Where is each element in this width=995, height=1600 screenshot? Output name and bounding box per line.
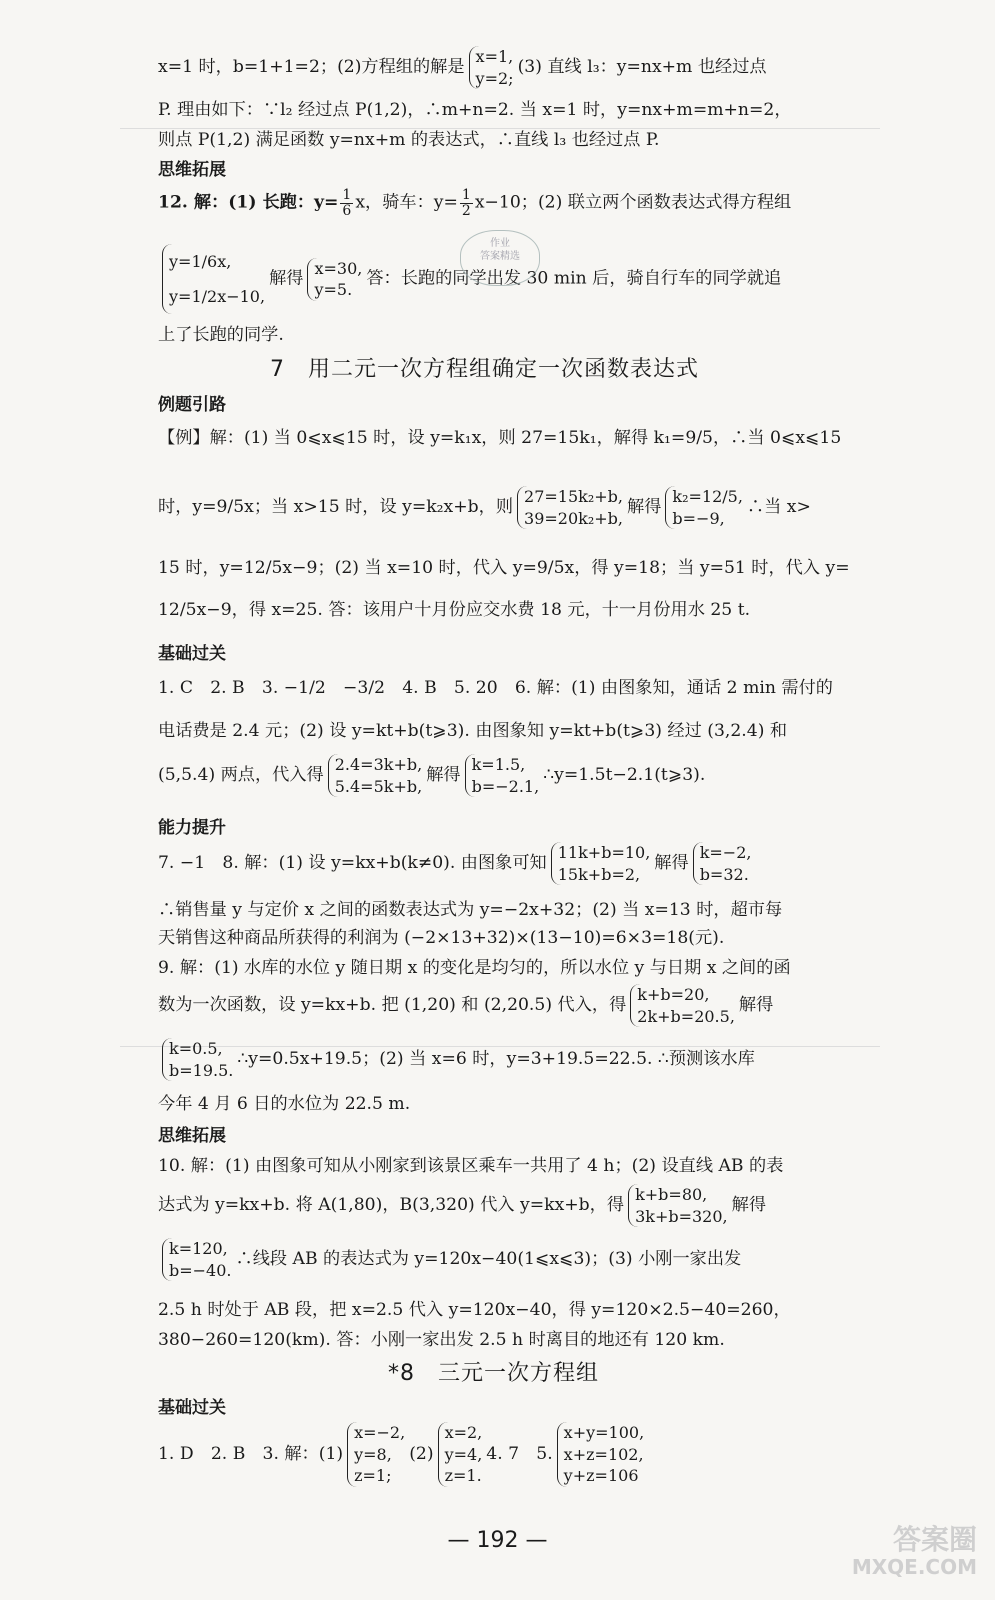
text-line: 1. D 2. B 3. 解：(1) x=−2, y=8, z=1; (2) x=2, y=4, z=1. 4. 7 5. x+y=100, x+z=102, y+z=106 <box>158 1423 645 1486</box>
text-line: 天销售这种商品所获得的利润为 (−2×13+32)×(13−10)=6×3=18(元). <box>158 928 725 948</box>
text-line: (5,5.4) 两点，代入得 2.4=3k+b, 5.4=5k+b, 解得 k=1.5, b=−2.1, ∴y=1.5t−2.1(t⩾3). <box>158 755 706 796</box>
text-line: 7. −1 8. 解：(1) 设 y=kx+b(k≠0). 由图象可知 11k+b=10, 15k+b=2, 解得 k=−2, b=32. <box>158 843 752 884</box>
text-line: 2.5 h 时处于 AB 段，把 x=2.5 代入 y=120x−40，得 y=120×2.5−40=260， <box>158 1300 791 1320</box>
text-line: 上了长跑的同学. <box>158 325 284 345</box>
text-line: 时，y=9/5x；当 x>15 时，设 y=k₂x+b，则 27=15k₂+b, 39=20k₂+b, 解得 k₂=12/5, b=−9, ∴当 x> <box>158 487 811 528</box>
text-line: 1. C 2. B 3. −1/2 −3/2 4. B 5. 20 6. 解：(1) 由图象知，通话 2 min 需付的 <box>158 678 833 698</box>
chapter-title: 7 用二元一次方程组确定一次函数表达式 <box>270 357 699 382</box>
text-line: 15 时，y=12/5x−9；(2) 当 x=10 时，代入 y=9/5x，得 y=18；当 y=51 时，代入 y= <box>158 558 850 578</box>
section-heading: 基础过关 <box>158 1398 226 1418</box>
section-heading: 思维拓展 <box>158 1126 226 1146</box>
equation-system: k=−2, b=32. <box>693 842 752 885</box>
equation-system: x=30, y=5. <box>307 258 362 301</box>
fraction: $\frac{1}{6}$ <box>342 187 352 219</box>
equation-system: k=120, b=−40. <box>162 1238 232 1281</box>
text-line: 10. 解：(1) 由图象可知从小刚家到该景区乘车一共用了 4 h；(2) 设直线 AB 的表 <box>158 1156 784 1176</box>
equation-system: 2.4=3k+b, 5.4=5k+b, <box>328 754 422 797</box>
text-line: y=1/6x, y=1/2x−10, 解得 x=30, y=5. 答：长跑的同学出发 30 min 后，骑自行车的同学就追 <box>158 244 781 314</box>
equation-system: x+y=100, x+z=102, y+z=106 <box>557 1422 645 1487</box>
text-line: ∴销售量 y 与定价 x 之间的函数表达式为 y=−2x+32；(2) 当 x=13 时，超市每 <box>158 900 783 920</box>
text-line: 则点 P(1,2) 满足函数 y=nx+m 的表达式，∴直线 l₃ 也经过点 P. <box>158 130 660 150</box>
text-line: 数为一次函数，设 y=kx+b. 把 (1,20) 和 (2,20.5) 代入，得 k+b=20, 2k+b=20.5, 解得 <box>158 985 774 1026</box>
text-line: 380−260=120(km). 答：小刚一家出发 2.5 h 时离目的地还有 120 km. <box>158 1330 725 1350</box>
text-line: 电话费是 2.4 元；(2) 设 y=kt+b(t⩾3). 由图象知 y=kt+b(t⩾3) 经过 (3,2.4) 和 <box>158 721 788 741</box>
section-heading: 基础过关 <box>158 644 226 664</box>
homework-stamp: 作业 答案精选 <box>460 230 540 286</box>
equation-system: 27=15k₂+b, 39=20k₂+b, <box>517 486 623 529</box>
equation-system: x=−2, y=8, z=1; <box>347 1422 405 1487</box>
fraction: $\frac{1}{2}$ <box>461 187 471 219</box>
equation-system: k=0.5, b=19.5. <box>162 1038 233 1081</box>
chapter-title: *8 三元一次方程组 <box>388 1361 599 1386</box>
equation-system: y=1/6x, y=1/2x−10, <box>162 244 265 314</box>
section-heading: 思维拓展 <box>158 160 226 180</box>
text-line: 今年 4 月 6 日的水位为 22.5 m. <box>158 1094 411 1114</box>
text-line: 12. 解：(1) 长跑：y= $\frac{1}{6}$ x，骑车：y= $\frac{1}{2}$ x−10；(2) 联立两个函数表达式得方程组 <box>158 187 792 219</box>
text-line: 达式为 y=kx+b. 将 A(1,80)，B(3,320) 代入 y=kx+b，得 k+b=80, 3k+b=320, 解得 <box>158 1185 767 1226</box>
text-line: k=0.5, b=19.5. ∴y=0.5x+19.5；(2) 当 x=6 时，y=3+19.5=22.5. ∴预测该水库 <box>158 1038 755 1081</box>
text-line: P. 理由如下：∵l₂ 经过点 P(1,2)，∴m+n=2. 当 x=1 时，y=nx+m=m+n=2， <box>158 100 792 120</box>
text-line: 12/5x−9，得 x=25. 答：该用户十月份应交水费 18 元，十一月份用水 25 t. <box>158 600 751 620</box>
text-line: k=120, b=−40. ∴线段 AB 的表达式为 y=120x−40(1⩽x⩽3)；(3) 小刚一家出发 <box>158 1238 741 1281</box>
text-line: 9. 解：(1) 水库的水位 y 随日期 x 的变化是均匀的，所以水位 y 与日期 x 之间的函 <box>158 958 791 978</box>
equation-system: x=2, y=4, z=1. <box>438 1422 483 1487</box>
page-number: — 192 — <box>447 1528 548 1553</box>
equation-system: k+b=20, 2k+b=20.5, <box>630 984 735 1027</box>
equation-system: k₂=12/5, b=−9, <box>665 486 743 529</box>
equation-system: k+b=80, 3k+b=320, <box>628 1184 728 1227</box>
section-heading: 能力提升 <box>158 818 226 838</box>
text-line: 【例】解：(1) 当 0⩽x⩽15 时，设 y=k₁x，则 27=15k₁，解得 k₁=9/5，∴当 0⩽x⩽15 <box>158 428 842 448</box>
equation-system: k=1.5, b=−2.1, <box>465 754 540 797</box>
equation-system: x=1, y=2; <box>469 46 514 89</box>
equation-system: 11k+b=10, 15k+b=2, <box>551 842 651 885</box>
section-heading: 例题引路 <box>158 395 226 415</box>
watermark-logo: 答案圈 MXQE.COM <box>851 1523 977 1579</box>
text-line: x=1 时，b=1+1=2；(2)方程组的解是 x=1, y=2; (3) 直线 l₃：y=nx+m 也经过点 <box>158 47 767 88</box>
